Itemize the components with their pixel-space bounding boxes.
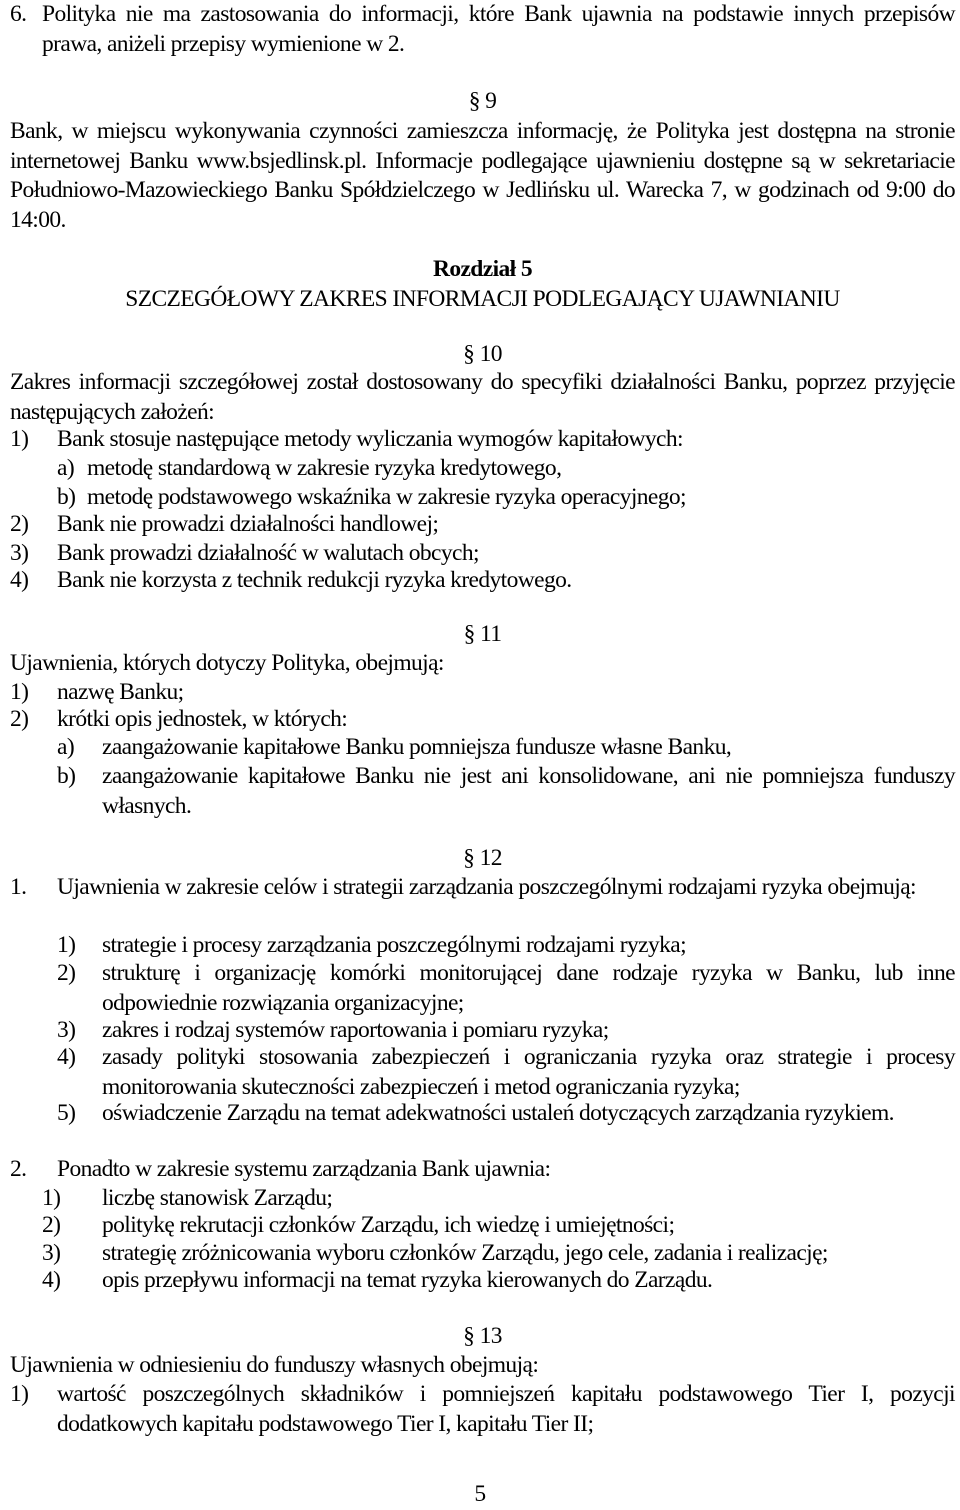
section-11-intro: Ujawnienia, których dotyczy Polityka, obejmują: — [10, 650, 444, 676]
list-text: krótki opis jednostek, w których: — [57, 706, 348, 732]
list-text: zakres i rodzaj systemów raportowania i pomiaru ryzyka; — [102, 1017, 609, 1043]
section-9-text: Bank, w miejscu wykonywania czynności zamieszcza informację, że Polityka jest dostępna na stronie internetowej Banku www.bsjedlinsk.pl. Informacje podlegające ujawnieniu dostępne są w sekretariacie Południowo-Mazowieckiego Banku Spółdzielczego w Jedlińsku ul. Warecka 7, w godzinach od 9:00 do 14:00. — [10, 118, 955, 233]
list-number: 3) — [10, 540, 29, 566]
list-number: 1) — [57, 932, 76, 958]
list-number: 1) — [10, 679, 29, 705]
list-number: 1) — [10, 1381, 29, 1407]
list-text: zaangażowanie kapitałowe Banku nie jest ani konsolidowane, ani nie pomniejsza funduszy własnych. — [102, 763, 955, 819]
list-number: 2) — [10, 706, 29, 732]
list-text: liczbę stanowisk Zarządu; — [102, 1185, 333, 1211]
list-number: 4) — [10, 567, 29, 593]
list-text: Bank nie prowadzi działalności handlowej; — [57, 511, 439, 537]
list-number: 1) — [42, 1185, 61, 1211]
list-number: 1) — [10, 426, 29, 452]
list-text: strategie i procesy zarządzania poszczególnymi rodzajami ryzyka; — [102, 932, 687, 958]
list-number: 2) — [57, 960, 76, 986]
list-text: politykę rekrutacji członków Zarządu, ich wiedzę i umiejętności; — [102, 1212, 675, 1238]
section-9-heading: § 9 — [468, 88, 497, 114]
list-number: 4) — [42, 1267, 61, 1293]
paragraph-text: Ujawnienia w zakresie celów i strategii zarządzania poszczególnymi rodzajami ryzyka obejmują: — [57, 874, 916, 900]
page-number: 5 — [474, 1481, 486, 1507]
list-number: 2) — [10, 511, 29, 537]
list-letter: a) — [57, 734, 75, 760]
list-number: 3) — [57, 1017, 76, 1043]
item-6 — [10, 0, 955, 60]
list-text: strategię zróżnicowania wyboru członków Zarządu, jego cele, zadania i realizację; — [102, 1240, 828, 1266]
list-text: metodę standardową w zakresie ryzyka kredytowego, — [87, 455, 562, 481]
list-letter: b) — [57, 763, 76, 789]
section-10-intro: Zakres informacji szczegółowej został dostosowany do specyfiki działalności Banku, poprzez przyjęcie następujących założeń: — [10, 369, 955, 425]
list-text: Bank nie korzysta z technik redukcji ryzyka kredytowego. — [57, 567, 572, 593]
list-letter: b) — [57, 484, 76, 510]
list-number: 3) — [42, 1240, 61, 1266]
paragraph-text: Ponadto w zakresie systemu zarządzania Bank ujawnia: — [57, 1156, 551, 1182]
list-text: Bank prowadzi działalność w walutach obcych; — [57, 540, 479, 566]
list-text: strukturę i organizację komórki monitorującej dane rodzaje ryzyka w Banku, lub inne odpowiednie rozwiązania organizacyjne; — [102, 960, 955, 1016]
list-number: 2) — [42, 1212, 61, 1238]
list-text: metodę podstawowego wskaźnika w zakresie ryzyka operacyjnego; — [87, 484, 686, 510]
section-13-heading: § 13 — [463, 1323, 502, 1349]
list-text: nazwę Banku; — [57, 679, 184, 705]
chapter-subtitle: SZCZEGÓŁOWY ZAKRES INFORMACJI PODLEGAJĄCY UJAWNIANIU — [125, 286, 840, 312]
list-text: opis przepływu informacji na temat ryzyka kierowanych do Zarządu. — [102, 1267, 713, 1293]
list-number: 4) — [57, 1044, 76, 1070]
list-text: oświadczenie Zarządu na temat adekwatności ustaleń dotyczących zarządzania ryzykiem. — [102, 1100, 894, 1126]
paragraph-number: 2. — [10, 1156, 27, 1182]
chapter-title: Rozdział 5 — [432, 256, 533, 282]
paragraph-number: 1. — [10, 874, 27, 900]
section-12-heading: § 12 — [463, 845, 502, 871]
list-text: Bank stosuje następujące metody wyliczania wymogów kapitałowych: — [57, 426, 683, 452]
list-text: zasady polityki stosowania zabezpieczeń i ograniczania ryzyka oraz strategie i procesy monitorowania skuteczności zabezpieczeń i metod ograniczania ryzyka; — [102, 1044, 955, 1100]
list-number: 5) — [57, 1100, 76, 1126]
section-10-heading: § 10 — [463, 341, 502, 367]
section-13-intro: Ujawnienia w odniesieniu do funduszy własnych obejmują: — [10, 1352, 539, 1378]
item-6-number: 6. — [10, 1, 27, 27]
item-6-text: Polityka nie ma zastosowania do informacji, które Bank ujawnia na podstawie innych przepisów prawa, aniżeli przepisy wymienione w 2. — [42, 1, 955, 57]
list-letter: a) — [57, 455, 75, 481]
list-text: wartość poszczególnych składników i pomniejszeń kapitału podstawowego Tier I, pozycji dodatkowych kapitału podstawowego Tier I, kapitału Tier II; — [57, 1381, 955, 1437]
section-11-heading: § 11 — [463, 621, 502, 647]
list-text: zaangażowanie kapitałowe Banku pomniejsza fundusze własne Banku, — [102, 734, 732, 760]
